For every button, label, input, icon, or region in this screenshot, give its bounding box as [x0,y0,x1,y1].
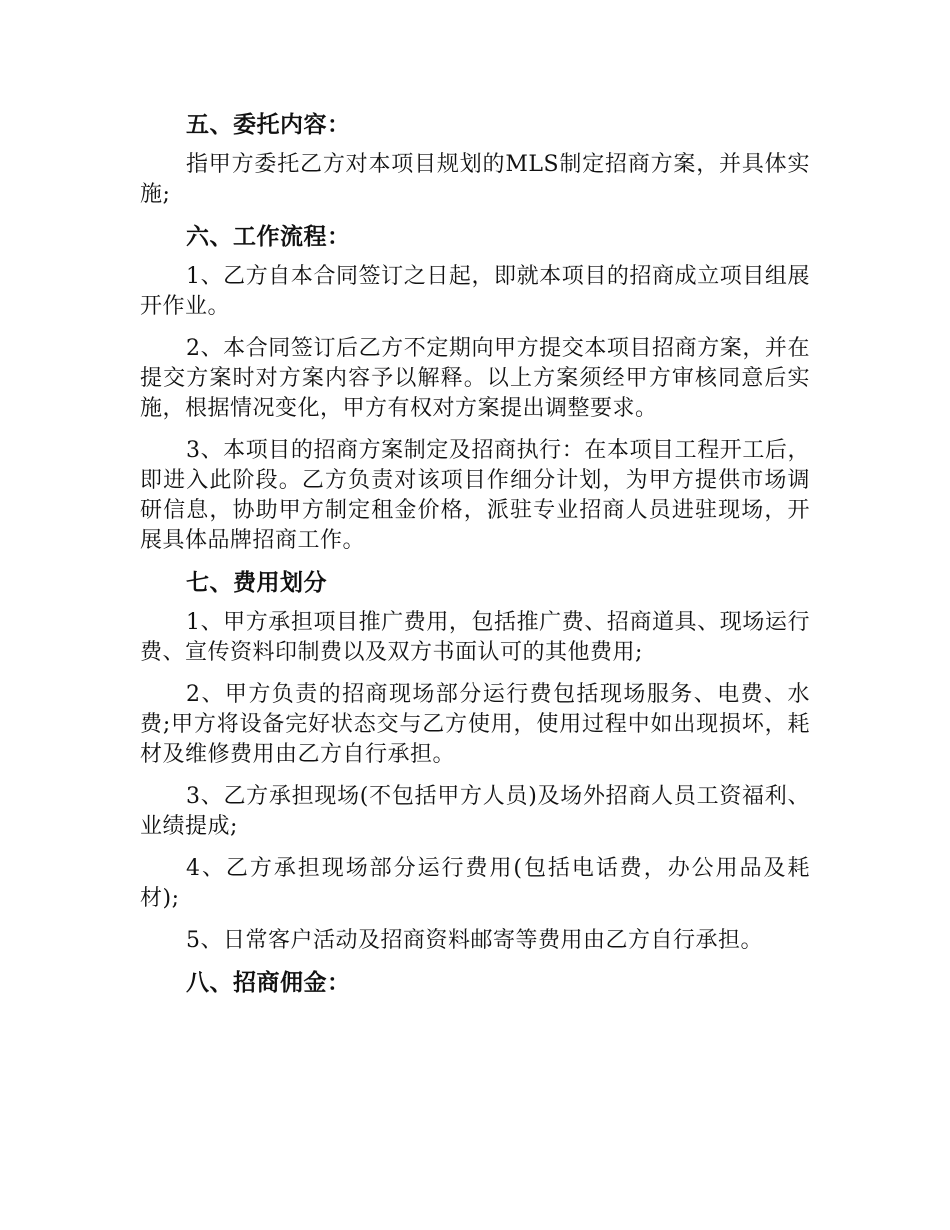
section-paragraph: 4、乙方承担现场部分运行费用(包括电话费，办公用品及耗材); [140,856,810,911]
section-6 [140,222,810,556]
section-heading: 七、费用划分 [186,570,327,596]
section-8 [140,968,810,998]
section-5 [140,110,810,210]
section-paragraph: 指甲方委托乙方对本项目规划的MLS制定招商方案，并具体实施; [140,152,810,207]
section-paragraph: 3、本项目的招商方案制定及招商执行：在本项目工程开工后，即进入此阶段。乙方负责对该项目作细分计划，为甲方提供市场调研信息，协助甲方制定租金价格，派驻专业招商人员进驻现场，开展具体品牌招商工作。 [140,438,810,553]
section-paragraph: 5、日常客户活动及招商资料邮寄等费用由乙方自行承担。 [186,928,763,953]
section-heading: 八、招商佣金： [186,970,351,996]
section-paragraph: 1、甲方承担项目推广费用，包括推广费、招商道具、现场运行费、宣传资料印制费以及双方书面认可的其他费用; [140,610,810,665]
section-heading: 六、工作流程： [186,224,351,250]
section-paragraph: 1、乙方自本合同签订之日起，即就本项目的招商成立项目组展开作业。 [140,264,810,319]
section-paragraph: 2、本合同签订后乙方不定期向甲方提交本项目招商方案，并在提交方案时对方案内容予以解释。以上方案须经甲方审核同意后实施，根据情况变化，甲方有权对方案提出调整要求。 [140,336,810,421]
document-body [140,110,810,1008]
section-paragraph: 2、甲方负责的招商现场部分运行费包括现场服务、电费、水费;甲方将设备完好状态交与乙方使用，使用过程中如出现损坏，耗材及维修费用由乙方自行承担。 [140,682,810,767]
section-7 [140,568,810,956]
section-heading: 五、委托内容： [186,112,351,138]
section-paragraph: 3、乙方承担现场(不包括甲方人员)及场外招商人员工资福利、业绩提成; [140,784,810,839]
